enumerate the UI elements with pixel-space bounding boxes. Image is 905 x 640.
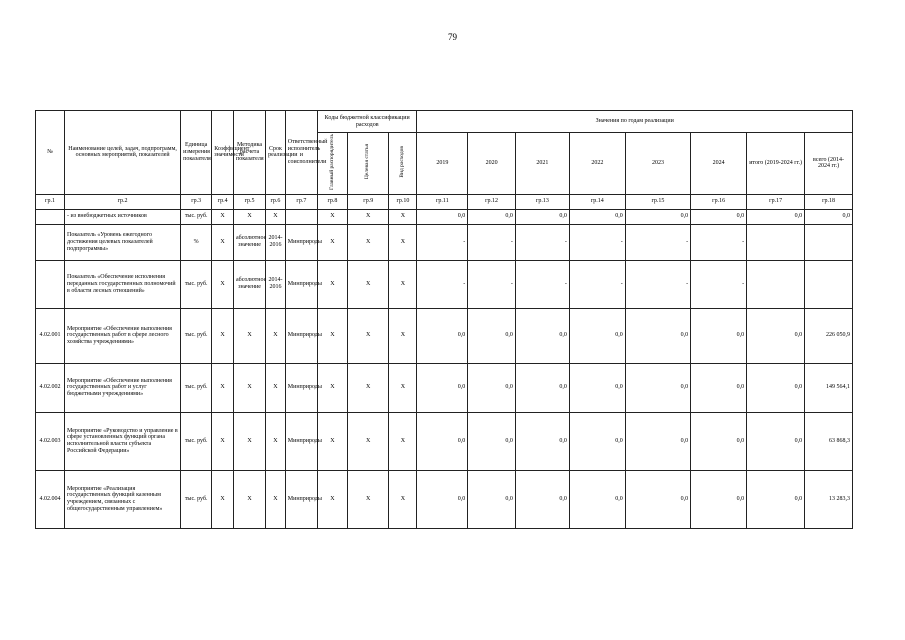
row-code: X — [317, 260, 347, 308]
col-number: гр.7 — [285, 194, 317, 209]
row-method: X — [233, 470, 265, 528]
row-method: X — [233, 308, 265, 363]
row-unit: тыс. руб. — [181, 260, 212, 308]
row-value: 0,0 — [468, 412, 516, 470]
row-value: 0,0 — [747, 470, 805, 528]
row-code: X — [389, 224, 417, 260]
row-resp: Минприроды — [285, 224, 317, 260]
column-numbers-row — [36, 194, 853, 209]
row-coef: X — [212, 470, 234, 528]
row-code: X — [389, 363, 417, 412]
row-resp: Минприроды — [285, 470, 317, 528]
row-value: 0,0 — [569, 308, 625, 363]
row-name: Мероприятие «Реализация государственных функций казенным учреждением, связанных с общегосударственным управлением» — [65, 470, 181, 528]
row-value: - — [468, 224, 516, 260]
row-name: Показатель «Уровень ежегодного достижения целевых показателей подпрограммы» — [65, 224, 181, 260]
row-value: 13 283,3 — [805, 470, 853, 528]
row-value: 0,0 — [417, 470, 468, 528]
row-unit: тыс. руб. — [181, 363, 212, 412]
row-term: X — [266, 308, 286, 363]
row-value: - — [515, 224, 569, 260]
header-resp: Ответственный исполнитель и соисполнители — [285, 111, 317, 195]
row-value: 0,0 — [417, 363, 468, 412]
row-resp — [285, 209, 317, 224]
row-value: 0,0 — [417, 412, 468, 470]
col-number: гр.16 — [691, 194, 747, 209]
row-value: - — [417, 260, 468, 308]
row-value: 0,0 — [417, 209, 468, 224]
row-value: - — [625, 224, 690, 260]
row-value — [747, 224, 805, 260]
row-name: Мероприятие «Обеспечение выполнения государственных работ в сфере лесного хозяйства учреждениями» — [65, 308, 181, 363]
row-resp: Минприроды — [285, 412, 317, 470]
table-row — [36, 308, 853, 363]
col-number: гр.9 — [347, 194, 388, 209]
page-number: 79 — [448, 32, 457, 42]
row-value: 0,0 — [691, 363, 747, 412]
header-name: Наименование целей, задач, подпрограмм, основных мероприятий, показателей — [65, 111, 181, 195]
row-value: 0,0 — [747, 308, 805, 363]
row-value: 0,0 — [691, 470, 747, 528]
col-number: гр.15 — [625, 194, 690, 209]
row-code: X — [317, 209, 347, 224]
row-resp: Минприроды — [285, 260, 317, 308]
row-value: 63 868,3 — [805, 412, 853, 470]
row-term: X — [266, 363, 286, 412]
header-coef: Коэффициент значимости — [212, 111, 234, 195]
header-bkk-grbs: Главный распорядитель — [317, 133, 347, 195]
row-value: - — [569, 260, 625, 308]
row-coef: X — [212, 209, 234, 224]
row-coef: X — [212, 363, 234, 412]
row-code: X — [347, 224, 388, 260]
row-value — [747, 260, 805, 308]
header-method: Методика расчета показателя — [233, 111, 265, 195]
header-values-title: Значения по годам реализации — [417, 111, 853, 133]
row-name: Показатель «Обеспечение исполнения переданных государственных полномочий в области лесных отношений» — [65, 260, 181, 308]
row-value — [805, 224, 853, 260]
row-unit: тыс. руб. — [181, 308, 212, 363]
row-method: X — [233, 363, 265, 412]
row-code: X — [389, 308, 417, 363]
header-year: 2022 — [569, 133, 625, 195]
header-total-2019-2024: итого (2019-2024 гг.) — [747, 133, 805, 195]
row-term: 2014-2016 — [266, 224, 286, 260]
col-number: гр.12 — [468, 194, 516, 209]
row-value: 0,0 — [805, 209, 853, 224]
row-value: 0,0 — [468, 308, 516, 363]
row-num: 4.02.003 — [36, 412, 65, 470]
budget-table — [35, 110, 853, 529]
row-resp: Минприроды — [285, 363, 317, 412]
table-row — [36, 209, 853, 224]
row-name: Мероприятие «Руководство и управление в сфере установленных функций органа исполнительной власти субъекта Российской Федерации» — [65, 412, 181, 470]
row-value: 226 050,9 — [805, 308, 853, 363]
row-coef: X — [212, 308, 234, 363]
row-term: X — [266, 412, 286, 470]
row-value: 0,0 — [515, 209, 569, 224]
row-code: X — [347, 308, 388, 363]
row-value: 149 564,1 — [805, 363, 853, 412]
row-resp: Минприроды — [285, 308, 317, 363]
row-code: X — [317, 363, 347, 412]
row-value: 0,0 — [515, 363, 569, 412]
row-code: X — [389, 209, 417, 224]
row-value: 0,0 — [625, 470, 690, 528]
row-value: 0,0 — [569, 412, 625, 470]
row-value: - — [691, 224, 747, 260]
header-total-2014-2024: всего (2014-2024 гг.) — [805, 133, 853, 195]
row-code: X — [347, 209, 388, 224]
header-year: 2019 — [417, 133, 468, 195]
table-header — [36, 111, 853, 210]
table-row — [36, 224, 853, 260]
table-body — [36, 209, 853, 528]
col-number: гр.17 — [747, 194, 805, 209]
col-number: гр.14 — [569, 194, 625, 209]
row-code: X — [347, 363, 388, 412]
row-value: - — [417, 224, 468, 260]
row-value: - — [569, 224, 625, 260]
row-value: 0,0 — [515, 470, 569, 528]
row-term: X — [266, 470, 286, 528]
row-code: X — [389, 260, 417, 308]
row-num: 4.02.004 — [36, 470, 65, 528]
row-value: 0,0 — [569, 209, 625, 224]
header-term: Срок реализации — [266, 111, 286, 195]
row-value: 0,0 — [569, 470, 625, 528]
row-value: 0,0 — [468, 209, 516, 224]
row-unit: тыс. руб. — [181, 470, 212, 528]
table-row — [36, 470, 853, 528]
row-num: 4.02.001 — [36, 308, 65, 363]
header-year: 2020 — [468, 133, 516, 195]
row-code: X — [347, 470, 388, 528]
row-coef: X — [212, 412, 234, 470]
header-bkk-kind: Вид расходов — [389, 133, 417, 195]
row-value: - — [691, 260, 747, 308]
row-value: 0,0 — [747, 363, 805, 412]
header-bkk: Коды бюджетной классификации расходов — [317, 111, 417, 133]
row-value: 0,0 — [417, 308, 468, 363]
row-value: 0,0 — [625, 363, 690, 412]
row-value: 0,0 — [625, 412, 690, 470]
table-row — [36, 363, 853, 412]
row-value: 0,0 — [515, 308, 569, 363]
row-value: - — [625, 260, 690, 308]
row-value: 0,0 — [747, 209, 805, 224]
row-method: абсолютное значение — [233, 224, 265, 260]
header-unit: Единица измерения показателя — [181, 111, 212, 195]
header-bkk-target: Целевая статья — [347, 133, 388, 195]
row-value: 0,0 — [691, 308, 747, 363]
row-code: X — [347, 260, 388, 308]
col-number: гр.4 — [212, 194, 234, 209]
row-num — [36, 209, 65, 224]
row-unit: тыс. руб. — [181, 209, 212, 224]
col-number: гр.18 — [805, 194, 853, 209]
col-number: гр.11 — [417, 194, 468, 209]
header-year: 2024 — [691, 133, 747, 195]
row-unit: % — [181, 224, 212, 260]
row-code: X — [317, 412, 347, 470]
row-value — [805, 260, 853, 308]
row-code: X — [389, 412, 417, 470]
row-coef: X — [212, 260, 234, 308]
col-number: гр.3 — [181, 194, 212, 209]
table-row — [36, 412, 853, 470]
row-num — [36, 224, 65, 260]
col-number: гр.6 — [266, 194, 286, 209]
col-number: гр.5 — [233, 194, 265, 209]
row-code: X — [317, 470, 347, 528]
row-value: 0,0 — [569, 363, 625, 412]
col-number: гр.13 — [515, 194, 569, 209]
col-number: гр.8 — [317, 194, 347, 209]
col-number: гр.2 — [65, 194, 181, 209]
row-code: X — [389, 470, 417, 528]
row-term: X — [266, 209, 286, 224]
row-value: 0,0 — [468, 363, 516, 412]
row-value: 0,0 — [625, 308, 690, 363]
header-year: 2021 — [515, 133, 569, 195]
row-num: 4.02.002 — [36, 363, 65, 412]
row-unit: тыс. руб. — [181, 412, 212, 470]
row-value: - — [515, 260, 569, 308]
row-coef: X — [212, 224, 234, 260]
row-value: 0,0 — [691, 412, 747, 470]
header-num: № — [36, 111, 65, 195]
row-method: X — [233, 412, 265, 470]
row-code: X — [317, 224, 347, 260]
col-number: гр.10 — [389, 194, 417, 209]
col-number: гр.1 — [36, 194, 65, 209]
row-code: X — [347, 412, 388, 470]
table-row — [36, 260, 853, 308]
row-method: X — [233, 209, 265, 224]
row-method: абсолютное значение — [233, 260, 265, 308]
row-name: - из внебюджетных источников — [65, 209, 181, 224]
header-year: 2023 — [625, 133, 690, 195]
row-code: X — [317, 308, 347, 363]
row-name: Мероприятие «Обеспечение выполнения государственных работ и услуг бюджетными учреждениями» — [65, 363, 181, 412]
row-value: - — [468, 260, 516, 308]
row-value: 0,0 — [625, 209, 690, 224]
row-term: 2014-2016 — [266, 260, 286, 308]
row-num — [36, 260, 65, 308]
row-value: 0,0 — [747, 412, 805, 470]
row-value: 0,0 — [691, 209, 747, 224]
row-value: 0,0 — [515, 412, 569, 470]
row-value: 0,0 — [468, 470, 516, 528]
